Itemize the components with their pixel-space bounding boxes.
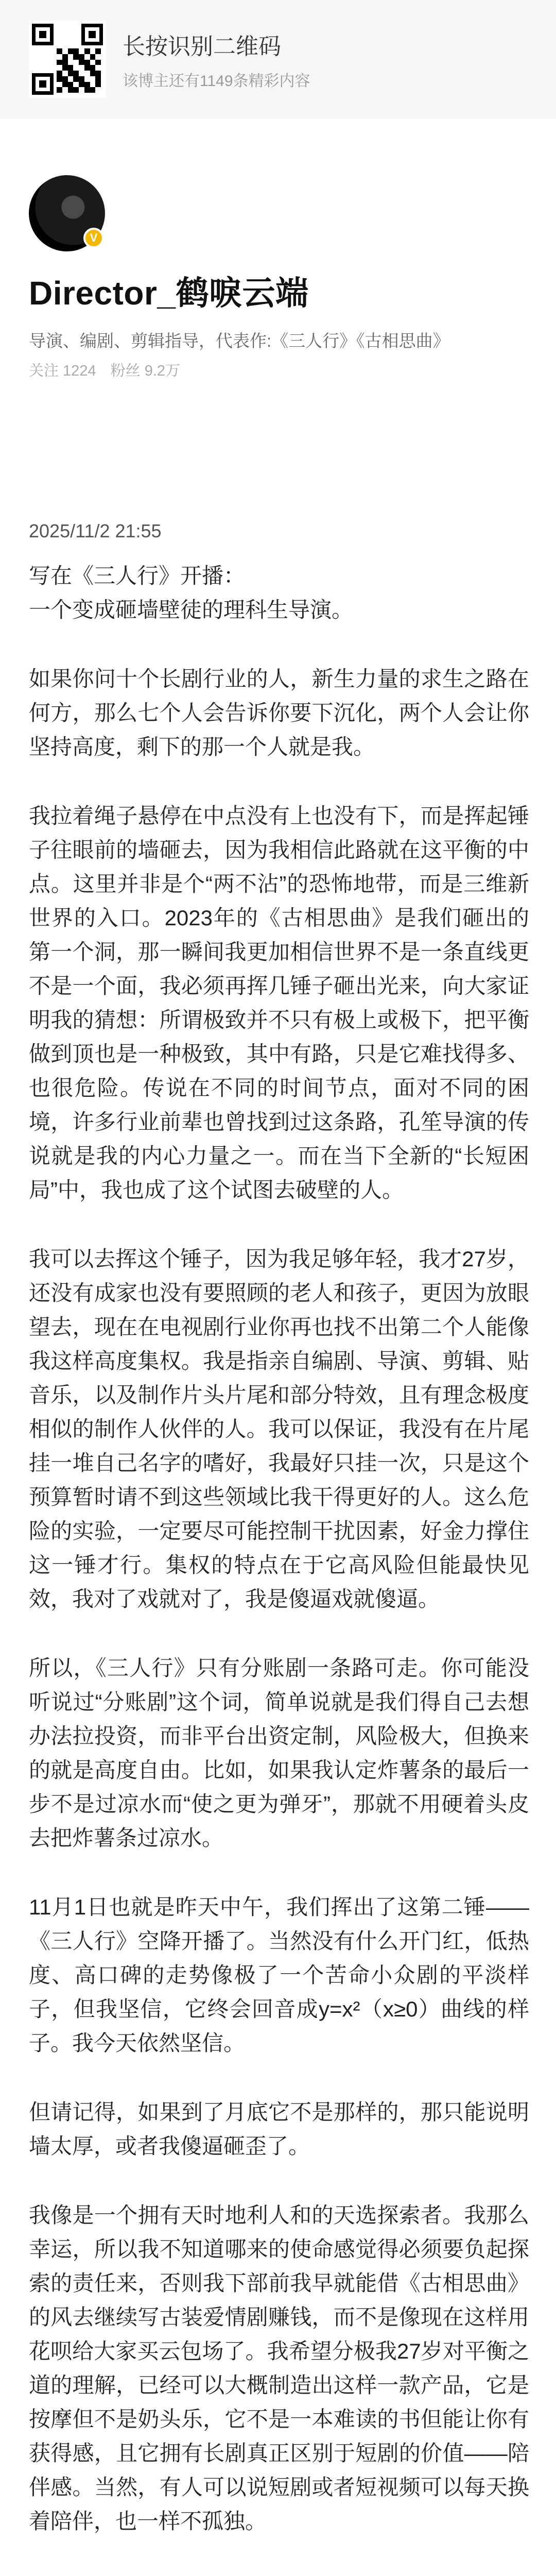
post-paragraph: 但请记得，如果到了月底它不是那样的，那只能说明墙太厚，或者我傻逼砸歪了。	[29, 2100, 529, 2158]
post-date: 2025/11/2 21:55	[29, 520, 162, 541]
post-paragraph: 写在《三人行》开播： 一个变成砸墙壁徒的理科生导演。	[29, 564, 354, 622]
fans-count: 粉丝 9.2万	[110, 363, 181, 379]
post-paragraph	[29, 2573, 529, 2576]
verified-badge-icon: V	[83, 228, 104, 248]
user-bio: 导演、编剧、剪辑指导，代表作:《三人行》《古相思曲》	[29, 331, 450, 350]
post-paragraph: 我可以去挥这个锤子，因为我足够年轻，我才27岁，还没有成家也没有要照顾的老人和孩子，更因为放眼望去，现在在电视剧行业你再也找不出第二个人能像我这样高度集权。我是指亲自编剧、导演、剪辑、贴音乐，以及制作片头片尾和部分特效，且有理念极度相似的制作人伙伴的人。我可以保证，我没有在片尾挂一堆自己名字的嗜好，我最好只挂一次，只是这个预算暂时请不到这些领域比我干得更好的人。这么危险的实验，一定要尽可能控制干扰因素，好金力撑住这一锤才行。集权的特点在于它高风险但能最快见效，我对了戏就对了，我是傻逼戏就傻逼。	[29, 1247, 529, 1611]
following-count: 关注 1224	[29, 363, 96, 379]
post-body	[29, 559, 529, 2576]
post-paragraph: 所以，《三人行》只有分账剧一条路可走。你可能没听说过“分账剧”这个词，简单说就是我们得自己去想办法拉投资，而非平台出资定制，风险极大，但换来的就是高度自由。比如，如果我认定炸薯条的最后一步不是过凉水而“使之更为弹牙”，那就不用硬着头皮去把炸薯条过凉水。	[29, 1656, 529, 1850]
post-paragraph: 我拉着绳子悬停在中点没有上也没有下，而是挥起锤子往眼前的墙砸去，因为我相信此路就在这平衡的中点。这里并非是个“两不沾”的恐怖地带，而是三维新世界的入口。2023年的《古相思曲》是我们砸出的第一个洞，那一瞬间我更加相信世界不是一条直线更不是一个面，我必须再挥几锤子砸出光来，向大家证明我的猜想：所谓极致并不只有极上或极下，把平衡做到顶也是一种极致，其中有路，只是它难找得多、也很危险。传说在不同的时间节点，面对不同的困境，许多行业前辈也曾找到过这条路，孔笙导演的传说就是我的内心力量之一。而在当下全新的“长短困局”中，我也成了这个试图去破壁的人。	[29, 804, 529, 1202]
avatar[interactable]	[29, 175, 105, 251]
post-paragraph: 我像是一个拥有天时地利人和的天选探索者。我那么幸运，所以我不知道哪来的使命感觉得必须要负起探索的责任来，否则我下部前我早就能借《古相思曲》的风去继续写古装爱情剧赚钱，而不是像现在这样用花呗给大家买云包场了。我希望分极我27岁对平衡之道的理解，已经可以大概制造出这样一款产品，它是按摩但不是奶头乐，它不是一本难读的书但能让你有获得感，且它拥有长剧真正区别于短剧的价值——陪伴感。当然，有人可以说短剧或者短视频可以每天换着陪伴，也一样不孤独。	[29, 2203, 529, 2533]
username[interactable]: Director_鹤唳云端	[29, 275, 309, 312]
author-profile	[29, 175, 528, 380]
post-paragraph: 11月1日也就是昨天中午，我们挥出了这第二锤——《三人行》空降开播了。当然没有什么开门红，低热度、高口碑的走势像极了一个苦命小众剧的平淡样子，但我坚信，它终会回音成y=x²（x≥0）曲线的样子。我今天依然坚信。	[29, 1895, 529, 2055]
share-header-subtitle: 该博主还有1149条精彩内容	[123, 73, 310, 90]
post-paragraph: 如果你问十个长剧行业的人，新生力量的求生之路在何方，那么七个人会告诉你要下沉化，两个人会让你坚持高度，剩下的那一个人就是我。	[29, 667, 529, 759]
user-stats	[29, 359, 528, 380]
share-header-title: 长按识别二维码	[123, 34, 281, 59]
share-header	[0, 0, 556, 118]
qr-code-image[interactable]	[29, 21, 106, 98]
